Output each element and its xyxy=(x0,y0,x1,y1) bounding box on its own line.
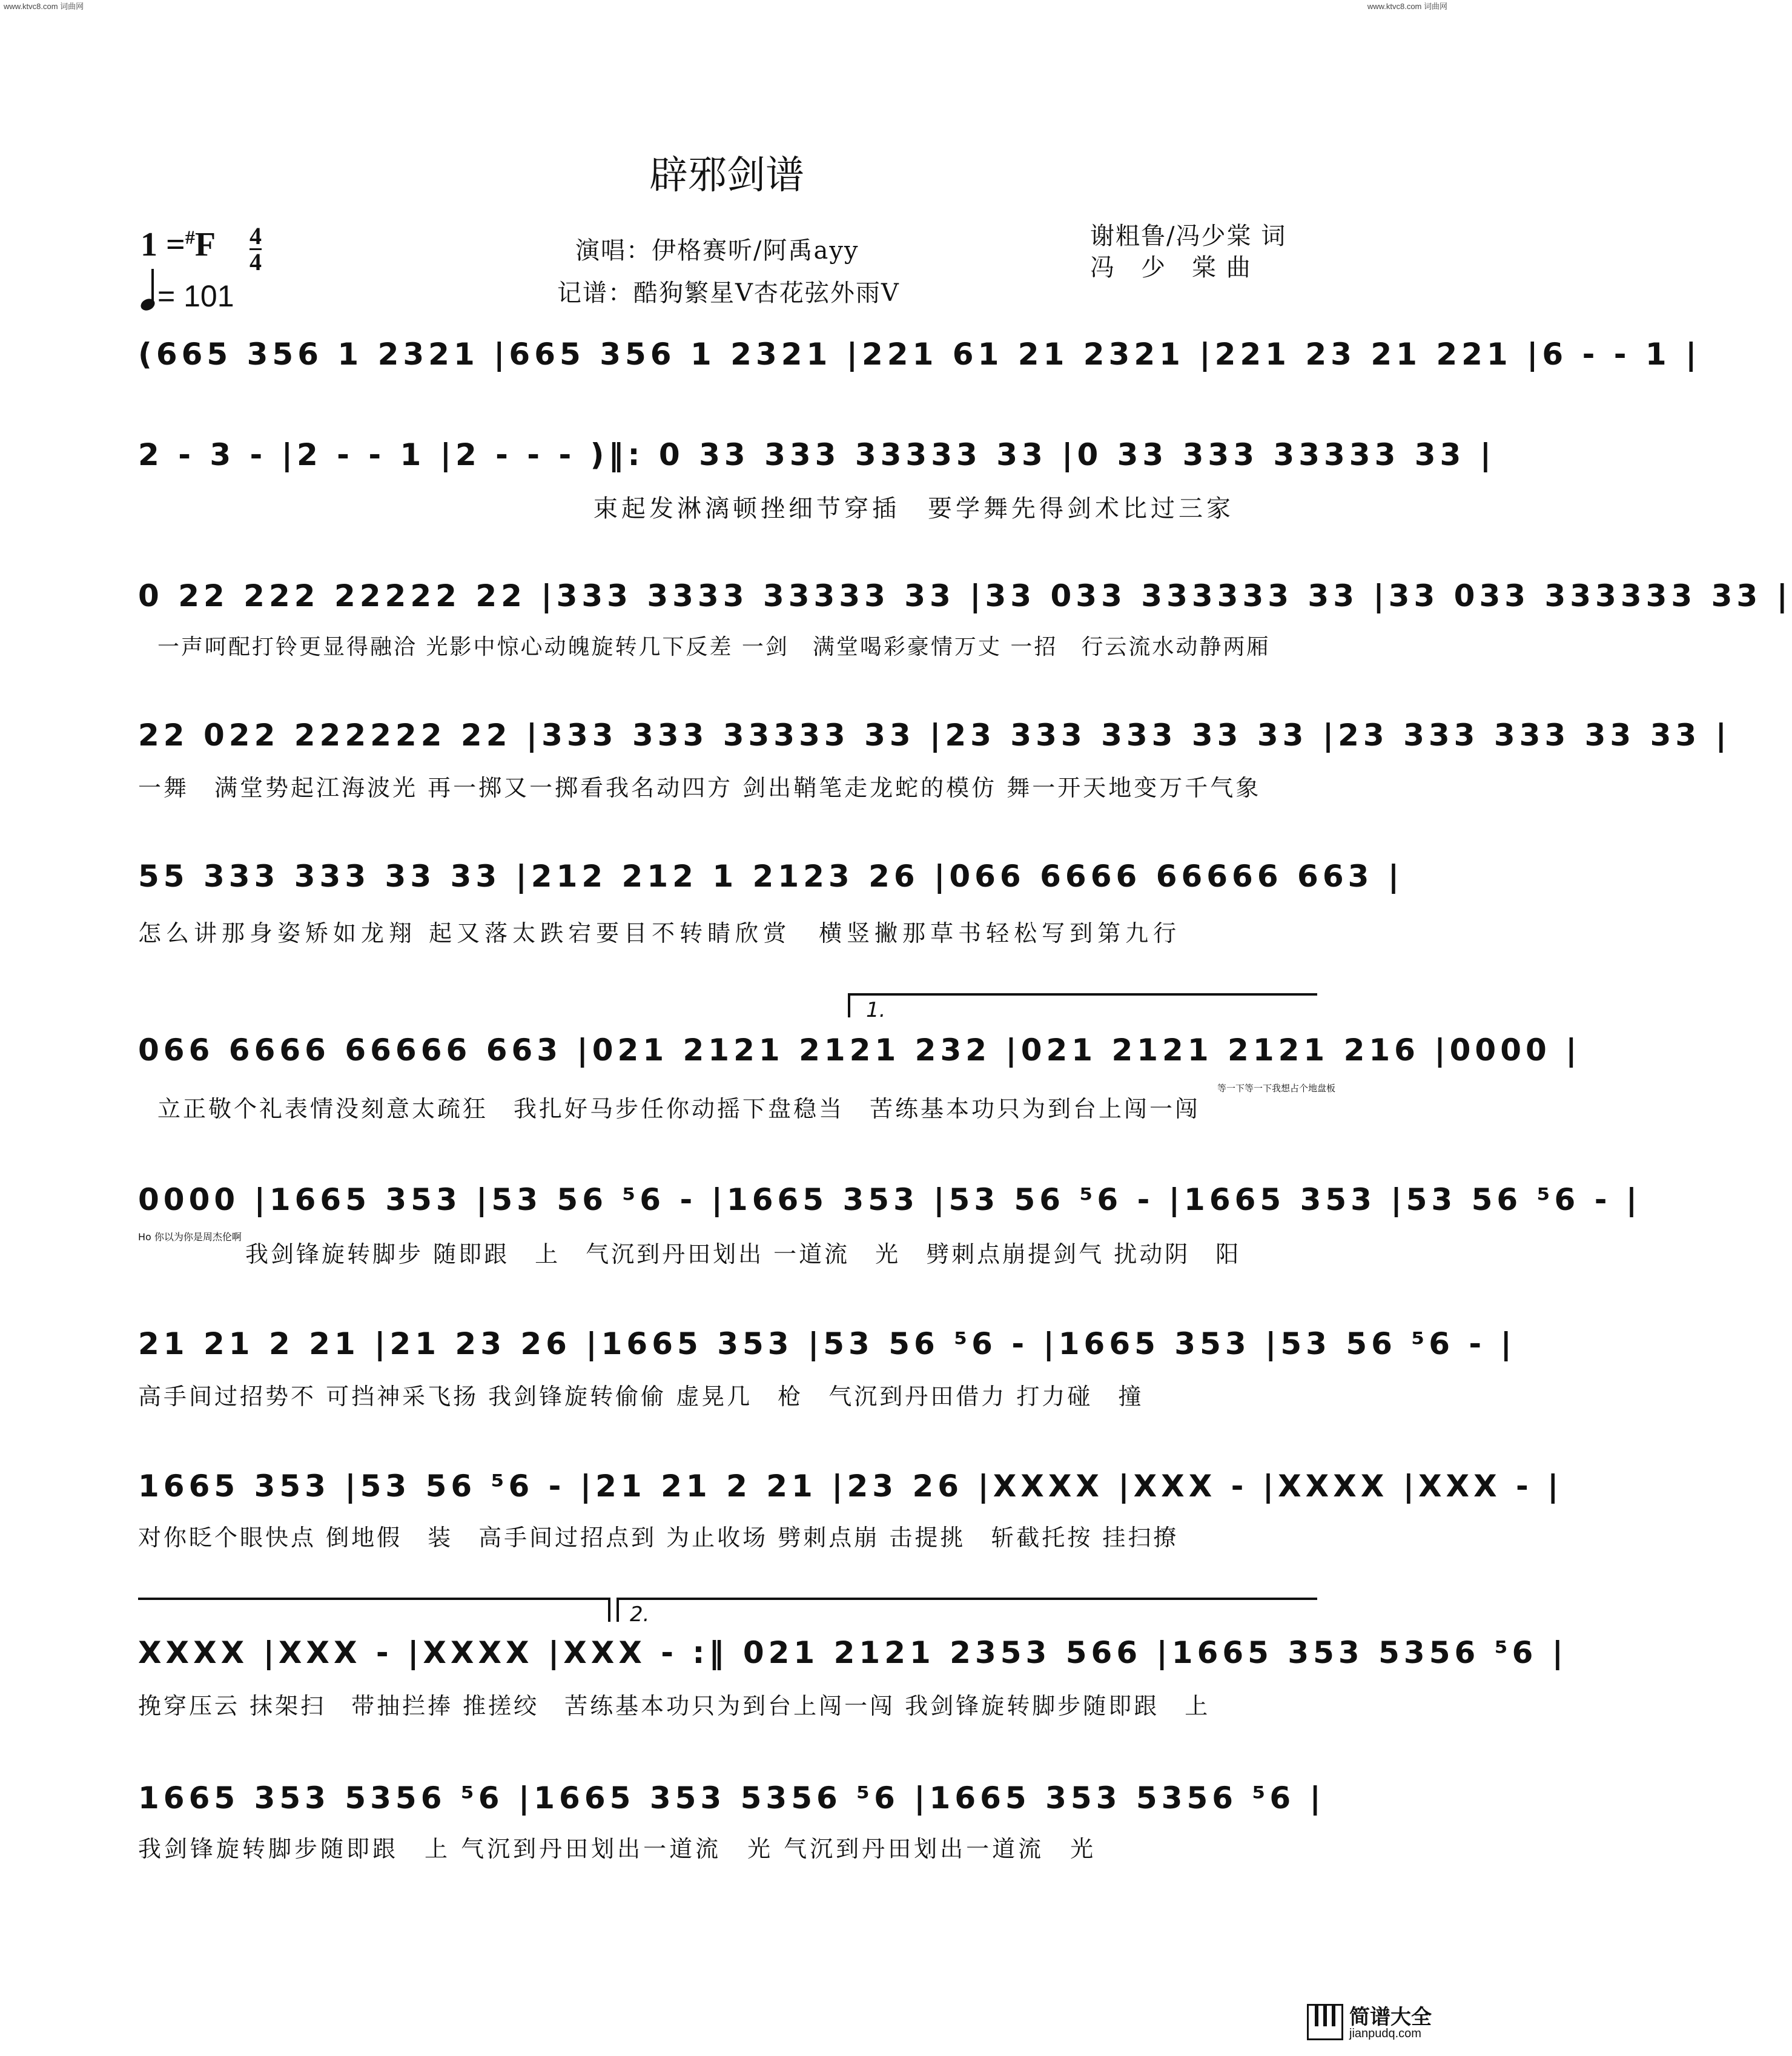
meter-top: 4 xyxy=(250,222,262,250)
notation-system-11: 1665 353 5356 ⁵6 |1665 353 5356 ⁵6 |1665 353 5356 ⁵6 | xyxy=(138,1780,1325,1816)
spoken-aside-1: 等一下等一下我想占个地盘板 xyxy=(1217,1083,1336,1094)
volta-second-tick xyxy=(617,1598,619,1622)
volta-second-label: 2. xyxy=(630,1602,650,1627)
lyrics-system-11: 我剑锋旋转脚步随即跟 上 气沉到丹田划出一道流 光 气沉到丹田划出一道流 光 xyxy=(138,1836,1097,1862)
lyrics-system-5: 怎么讲那身姿矫如龙翔 起又落太跌宕要目不转睛欣赏 横竖撇那草书轻松写到第九行 xyxy=(138,920,1182,947)
lyrics-system-8: 高手间过招势不 可挡神采飞扬 我剑锋旋转偷偷 虚晃几 枪 气沉到丹田借力 打力碰 撞 xyxy=(138,1383,1144,1410)
tempo-value: = 101 xyxy=(157,279,234,313)
notation-system-8: 21 21 2 21 |21 23 26 |1665 353 |53 56 ⁵6 - |1665 353 |53 56 ⁵6 - | xyxy=(138,1326,1516,1361)
lyricist: 谢粗鲁/冯少棠 词 xyxy=(1090,222,1287,250)
notation-system-1: (665 356 1 2321 |665 356 1 2321 |221 61 21 2321 |221 23 21 221 |6 - - 1 | xyxy=(138,337,1701,372)
composer: 冯 少 棠 曲 xyxy=(1090,254,1252,282)
song-title: 辟邪剑谱 xyxy=(649,153,804,198)
sharp-sign: # xyxy=(185,226,195,248)
lyrics-system-6: 立正敬个礼表情没刻意太疏狂 我扎好马步任你动摇下盘稳当 苦练基本功只为到台上闯一闯 xyxy=(157,1096,1201,1122)
volta-repeat-tick xyxy=(608,1598,610,1622)
lyrics-system-4: 一舞 满堂势起江海波光 再一掷又一掷看我名动四方 剑出鞘笔走龙蛇的模仿 舞一开天地变万千气象 xyxy=(138,775,1261,801)
spoken-aside-2: Ho 你以为你是周杰伦啊 xyxy=(138,1231,242,1243)
note-stem xyxy=(151,269,154,303)
notation-system-10: XXXX |XXX - |XXXX |XXX - :‖ 021 2121 2353 566 |1665 353 5356 ⁵6 | xyxy=(138,1635,1568,1670)
notation-system-5: 55 333 333 33 33 |212 212 1 2123 26 |066 6666 66666 663 | xyxy=(138,859,1404,894)
meter-bottom: 4 xyxy=(250,248,262,276)
piano-icon xyxy=(1307,2004,1343,2040)
volta-second-line xyxy=(617,1598,1317,1600)
lyrics-system-7: 我剑锋旋转脚步 随即跟 上 气沉到丹田划出 一道流 光 劈刺点崩提剑气 扰动阴 阳 xyxy=(245,1241,1242,1268)
lyrics-system-2: 束起发淋漓顿挫细节穿插 要学舞先得剑术比过三家 xyxy=(593,495,1234,523)
notation-system-2: 2 - 3 - |2 - - 1 |2 - - - )‖: 0 33 333 33333 33 |0 33 333 33333 33 | xyxy=(138,437,1496,472)
key-prefix: 1 = xyxy=(141,226,185,263)
notation-system-3: 0 22 222 22222 22 |333 3333 33333 33 |33 033 333333 33 |33 033 333333 33 | xyxy=(138,578,1792,613)
key-signature xyxy=(141,225,216,264)
notation-system-6: 066 6666 66666 663 |021 2121 2121 232 |021 2121 2121 216 |0000 | xyxy=(138,1033,1581,1068)
volta-repeat-line xyxy=(138,1598,610,1600)
notation-system-7: 0000 |1665 353 |53 56 ⁵6 - |1665 353 |53 56 ⁵6 - |1665 353 |53 56 ⁵6 - | xyxy=(138,1182,1642,1217)
notation-system-9: 1665 353 |53 56 ⁵6 - |21 21 2 21 |23 26 |XXXX |XXX - |XXXX |XXX - | xyxy=(138,1469,1563,1504)
logo-url: jianpudq.com xyxy=(1349,2027,1421,2040)
watermark-right: www.ktvc8.com 词曲网 xyxy=(1367,2,1447,11)
performer: 演唱：伊格赛听/阿禹ayy xyxy=(575,237,859,265)
transcriber: 记谱：酷狗繁星V杏花弦外雨V xyxy=(557,279,900,307)
notation-system-4: 22 022 222222 22 |333 333 33333 33 |23 333 333 33 33 |23 333 333 33 33 | xyxy=(138,718,1731,753)
volta-first-tick xyxy=(848,993,850,1017)
lyrics-system-9: 对你眨个眼快点 倒地假 装 高手间过招点到 为止收场 劈刺点崩 击提挑 斩截托按 挂扫撩 xyxy=(138,1524,1179,1551)
tempo-marking xyxy=(141,273,234,314)
lyrics-system-3: 一声呵配打铃更显得融洽 光影中惊心动魄旋转几下反差 一剑 满堂喝彩豪情万丈 一招 行云流水动静两厢 xyxy=(157,635,1271,659)
quarter-note-icon xyxy=(139,297,156,312)
logo-name: 简谱大全 xyxy=(1349,2005,1432,2029)
site-logo xyxy=(1307,2000,1434,2044)
volta-first-label: 1. xyxy=(866,998,886,1022)
volta-first-line xyxy=(848,993,1317,996)
time-signature xyxy=(250,224,262,274)
watermark-left: www.ktvc8.com 词曲网 xyxy=(4,2,84,11)
key-letter: F xyxy=(194,226,216,263)
lyrics-system-10: 挽穿压云 抹架扫 带抽拦捧 推搓绞 苦练基本功只为到台上闯一闯 我剑锋旋转脚步随即跟 上 xyxy=(138,1693,1211,1719)
